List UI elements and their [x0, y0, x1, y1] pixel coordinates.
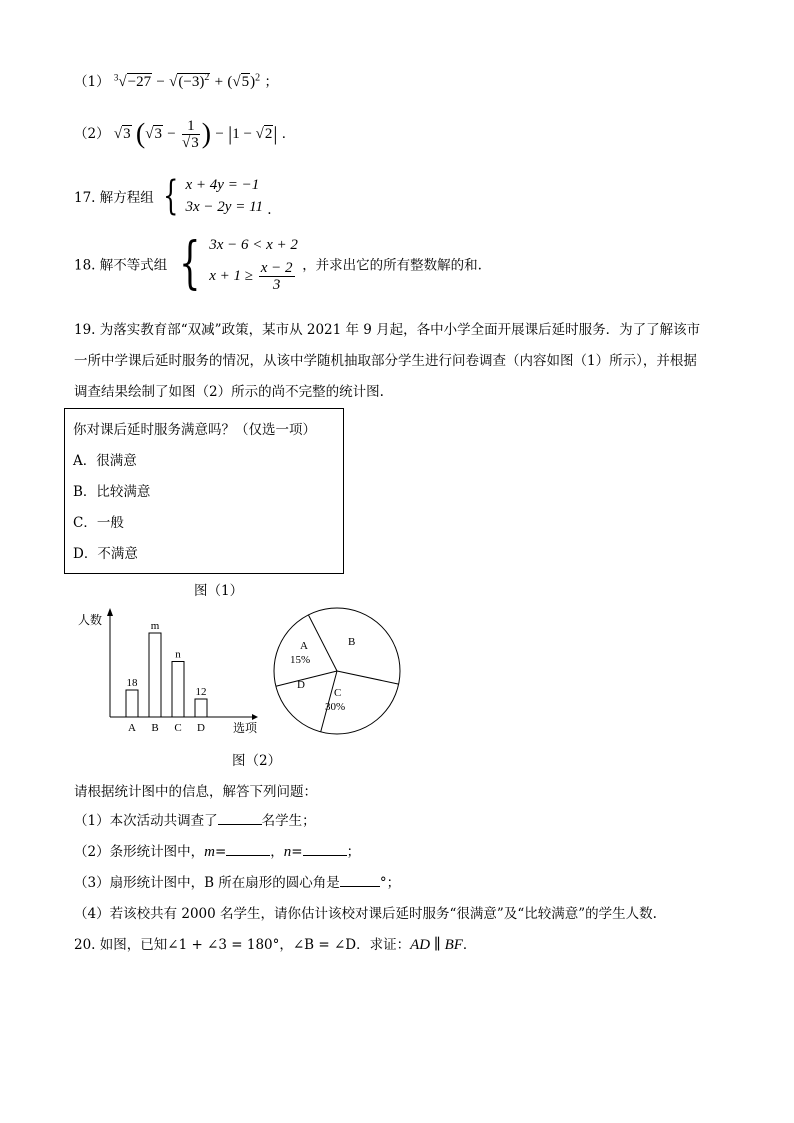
- slice-label-b: B: [348, 636, 356, 648]
- q19-sub4: （4）若该校共有 2000 名学生，请你估计该校对课后延时服务“很满意”及“比较满意”的学生人数.: [74, 906, 657, 922]
- bar-c: [172, 662, 184, 718]
- slice-label-a: A: [300, 640, 308, 652]
- q19-sub3: （3）扇形统计图中，B 所在扇形的圆心角是 °；: [74, 875, 401, 891]
- x-axis-label: 选项: [233, 721, 258, 735]
- bar-chart: [70, 606, 270, 746]
- figure-2-caption: 图（2）: [232, 753, 282, 769]
- x-axis-arrow: [252, 714, 258, 720]
- y-axis-label: 人数: [78, 613, 103, 627]
- answer-blank[interactable]: [218, 824, 262, 825]
- category-label: D: [197, 722, 205, 734]
- question-18: 18. 解不等式组 { 3x − 6 < x + 2 x + 1 ≥ $\frac{x - 2}{3}$ ，并求出它的所有整数解的和.: [74, 230, 482, 296]
- bar-value-label: n: [175, 648, 181, 661]
- q19-line2: 一所中学课后延时服务的情况，从该中学随机抽取部分学生进行问卷调查（内容如图（1）所示），并根据: [74, 353, 697, 369]
- question-20: 20. 如图，已知∠1 + ∠3 = 180°，∠B = ∠D．求证：AD ∥ BF．: [74, 937, 477, 953]
- bar-value-label: 12: [195, 686, 207, 698]
- inequality-system: { 3x − 6 < x + 2 x + 1 ≥ $\frac{x - 2}{3}$: [178, 230, 298, 296]
- equation-system: { x + 4y = −1 3x − 2y = 11: [163, 173, 263, 219]
- slice-percent-a: 15%: [290, 654, 311, 666]
- slice-percent-c: 30%: [325, 701, 346, 713]
- q16-part2: （2） √3 (√3 − $\frac{1}{√3}$ ) − |1 − √2| ．: [74, 118, 296, 151]
- category-label: B: [151, 722, 159, 734]
- survey-option-b: B．比较满意: [73, 484, 151, 500]
- q19-sub1: （1）本次活动共调查了 名学生；: [74, 813, 316, 829]
- survey-box: [64, 408, 344, 574]
- slice-label-d: D: [297, 679, 305, 691]
- survey-question: 你对课后延时服务满意吗？（仅选一项）: [73, 422, 316, 438]
- bar-a: [126, 690, 138, 717]
- answer-blank-n[interactable]: [303, 855, 347, 856]
- q19-line3: 调查结果绘制了如图（2）所示的尚不完整的统计图.: [74, 384, 384, 400]
- pie-chart: [270, 603, 420, 753]
- q16-part1: （1） $^3√-27 - √(-3)^2 + (√5)^2$ ；: [74, 72, 278, 90]
- category-label: C: [174, 722, 182, 734]
- answer-blank-angle[interactable]: [340, 886, 380, 887]
- question-17: 17. 解方程组 { x + 4y = −1 3x − 2y = 11 .: [74, 173, 272, 219]
- category-label: A: [128, 722, 136, 734]
- q19-sub2: （2）条形统计图中，m= ，n= ；: [74, 844, 361, 860]
- survey-option-a: A．很满意: [73, 453, 137, 469]
- answer-blank-m[interactable]: [226, 855, 270, 856]
- survey-option-d: D．不满意: [73, 546, 138, 562]
- y-axis-arrow: [107, 608, 113, 616]
- figure-1-caption: 图（1）: [194, 583, 244, 599]
- cube-root-index: 3: [113, 72, 119, 83]
- bar-value-label: 18: [126, 677, 138, 689]
- q19-prompt: 请根据统计图中的信息，解答下列问题：: [74, 784, 317, 800]
- bar-d: [195, 699, 207, 717]
- fraction-1-over-sqrt3: $\frac{1}{√3}$: [182, 118, 199, 151]
- q19-line1: 19. 为落实教育部“双减”政策，某市从 2021 年 9 月起，各中小学全面开展课后延时服务．为了了解该市: [74, 322, 701, 338]
- radicand-1: −27: [127, 74, 152, 90]
- slice-label-c: C: [334, 687, 342, 699]
- bar-value-label: m: [150, 620, 160, 632]
- bar-b: [149, 633, 161, 717]
- survey-option-c: C．一般: [73, 515, 124, 531]
